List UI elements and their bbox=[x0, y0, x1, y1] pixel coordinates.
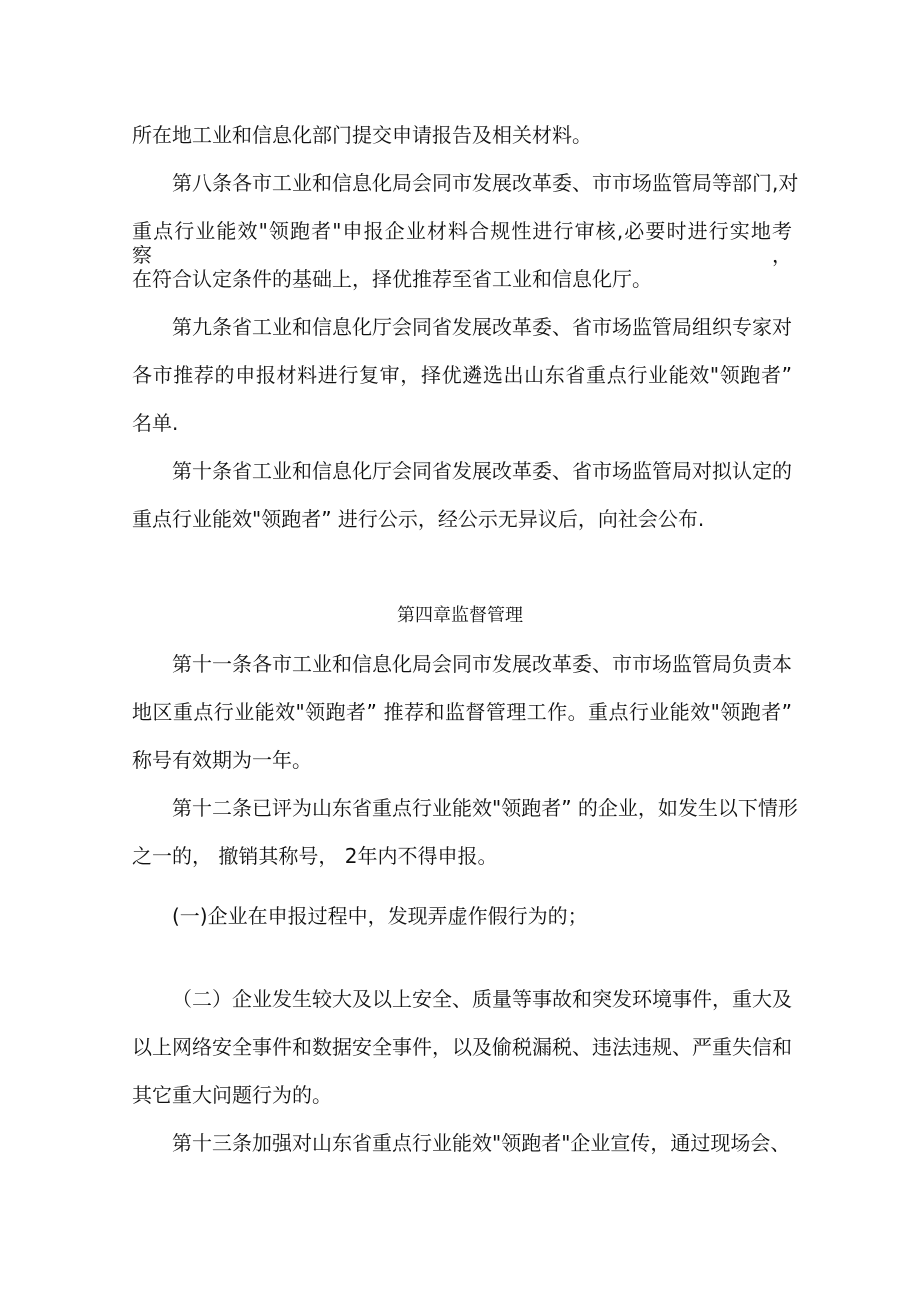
item-2-line-3: 其它重大问题行为的。 bbox=[132, 1083, 332, 1107]
article-8-line-3: 在符合认定条件的基础上，择优推荐至省工业和信息化厅。 bbox=[132, 267, 652, 291]
item-2-line-1: （二）企业发生较大及以上安全、质量等事故和突发环境事件，重大及 bbox=[172, 987, 792, 1011]
article-13-line-1: 第十三条加强对山东省重点行业能效"领跑者"企业宣传，通过现场会、 bbox=[172, 1131, 791, 1155]
article-10-line-1: 第十条省工业和信息化厅会同省发展改革委、省市场监管局对拟认定的 bbox=[172, 459, 792, 483]
article-8-line-2: 重点行业能效"领跑者"申报企业材料合规性进行审核,必要时进行实地考察， bbox=[132, 219, 792, 267]
article-11-line-1: 第十一条各市工业和信息化局会同市发展改革委、市市场监管局负责本 bbox=[172, 652, 792, 676]
item-2-line-2: 以上网络安全事件和数据安全事件，以及偷税漏税、违法违规、严重失信和 bbox=[132, 1035, 792, 1059]
article-12-line-2: 之一的， 撤销其称号， 2年内不得申报。 bbox=[132, 844, 498, 868]
item-1-line-1: (一)企业在申报过程中，发现弄虚作假行为的； bbox=[172, 904, 588, 928]
paragraph-line-1: 所在地工业和信息化部门提交申请报告及相关材料。 bbox=[132, 123, 592, 147]
article-11-line-2: 地区重点行业能效"领跑者” 推荐和监督管理工作。重点行业能效"领跑者” bbox=[132, 700, 792, 724]
article-9-line-2: 各市推荐的申报材料进行复审，择优遴选出山东省重点行业能效"领跑者” bbox=[132, 363, 792, 387]
article-8-line-1: 第八条各市工业和信息化局会同市发展改革委、市市场监管局等部门,对 bbox=[172, 171, 799, 195]
chapter-4-heading: 第四章监督管理 bbox=[397, 605, 523, 626]
article-12-line-1: 第十二条已评为山东省重点行业能效"领跑者” 的企业，如发生以下情形 bbox=[172, 796, 798, 820]
article-9-line-3: 名单. bbox=[132, 411, 179, 435]
article-10-line-2: 重点行业能效"领跑者” 进行公示，经公示无异议后，向社会公布. bbox=[132, 507, 705, 531]
article-11-line-3: 称号有效期为一年。 bbox=[132, 748, 312, 772]
article-9-line-1: 第九条省工业和信息化厅会同省发展改革委、省市场监管局组织专家对 bbox=[172, 315, 792, 339]
